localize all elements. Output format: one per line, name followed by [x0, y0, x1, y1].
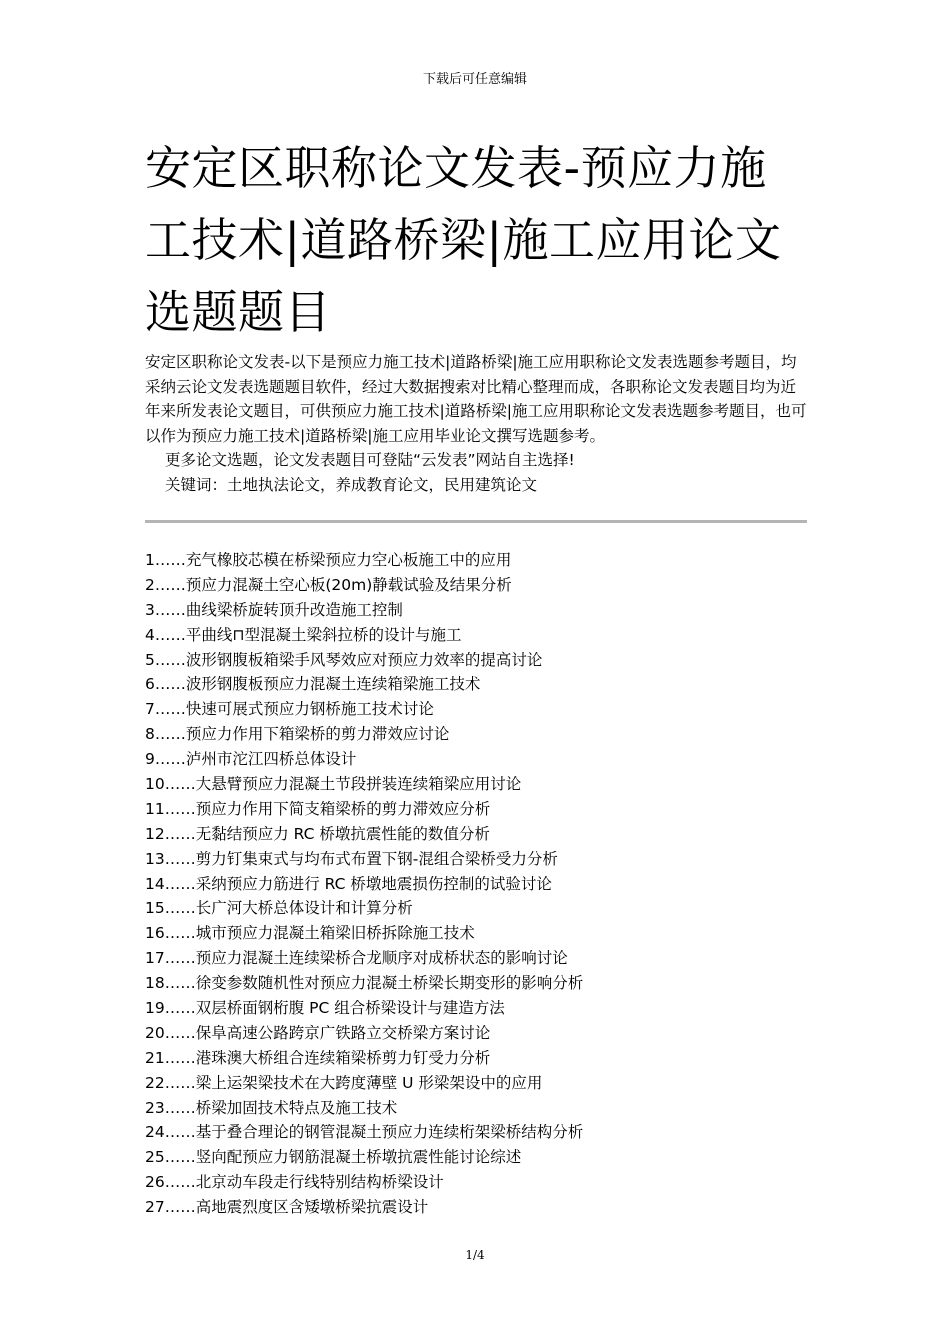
- topic-item: 21……港珠澳大桥组合连续箱梁桥剪力钉受力分析: [145, 1048, 491, 1067]
- topic-item: 4……平曲线⊓型混凝土梁斜拉桥的设计与施工: [145, 625, 462, 644]
- topic-item: 1……充气橡胶芯模在桥梁预应力空心板施工中的应用: [145, 551, 512, 569]
- topic-item: 9……泸州市沱江四桥总体设计: [145, 750, 357, 769]
- topic-item: 27……高地震烈度区含矮墩桥梁抗震设计: [145, 1198, 429, 1217]
- topic-item: 22……梁上运架梁技术在大跨度薄壁 U 形梁架设中的应用: [145, 1073, 543, 1092]
- topic-item: 6……波形钢腹板预应力混凝土连续箱梁施工技术: [145, 675, 481, 694]
- keywords-line: 关键词：土地执法论文，养成教育论文，民用建筑论文: [165, 476, 538, 494]
- topic-item: 18……徐变参数随机性对预应力混凝土桥梁长期变形的影响分析: [145, 974, 584, 993]
- topic-item: 26……北京动车段走行线特别结构桥梁设计: [145, 1173, 444, 1192]
- topic-item: 17……预应力混凝土连续梁桥合龙顺序对成桥状态的影响讨论: [145, 949, 568, 968]
- topic-item: 5……波形钢腹板箱梁手风琴效应对预应力效率的提高讨论: [145, 650, 543, 669]
- document-title: 安定区职称论文发表-预应力施工技术|道路桥梁|施工应用论文选题题目: [145, 141, 782, 339]
- topic-item: 15……长广河大桥总体设计和计算分析: [145, 899, 413, 918]
- intro-paragraph: 安定区职称论文发表-以下是预应力施工技术|道路桥梁|施工应用职称论文发表选题参考题目，均采纳云论文发表选题题目软件，经过大数据搜索对比精心整理而成，各职称论文发表题目均为近年来所发表论文题目，可供预应力施工技术|道路桥梁|施工应用职称论文发表选题参考题目，也可以作为预应力施工技术|道路桥梁|施工应用毕业论文撰写选题参考。: [145, 353, 807, 445]
- topic-item: 23……桥梁加固技术特点及施工技术: [145, 1098, 398, 1117]
- topic-item: 12……无黏结预应力 RC 桥墩抗震性能的数值分析: [145, 824, 490, 843]
- page-number: 1/4: [465, 1248, 485, 1262]
- topic-item: 20……保阜高速公路跨京广铁路立交桥梁方案讨论: [145, 1023, 491, 1042]
- topic-item: 7……快速可展式预应力钢桥施工技术讨论: [145, 700, 434, 719]
- topic-item: 11……预应力作用下简支箱梁桥的剪力滞效应分析: [145, 799, 491, 818]
- section-divider: [145, 520, 807, 523]
- topic-item: 3……曲线梁桥旋转顶升改造施工控制: [145, 600, 403, 619]
- topic-item: 2……预应力混凝土空心板(20m)静载试验及结果分析: [145, 575, 512, 594]
- topic-item: 8……预应力作用下箱梁桥的剪力滞效应讨论: [145, 725, 450, 744]
- topic-item: 10……大悬臂预应力混凝土节段拼装连续箱梁应用讨论: [145, 775, 522, 794]
- topic-item: 24……基于叠合理论的钢管混凝土预应力连续桁架梁桥结构分析: [145, 1123, 584, 1142]
- topic-item: 16……城市预应力混凝土箱梁旧桥拆除施工技术: [145, 924, 475, 943]
- topic-item: 13……剪力钉集束式与均布式布置下钢-混组合梁桥受力分析: [145, 849, 558, 868]
- topic-item: 19……双层桥面钢桁腹 PC 组合桥梁设计与建造方法: [145, 999, 505, 1018]
- header-note: 下载后可任意编辑: [422, 72, 527, 87]
- topic-item: 14……采纳预应力筋进行 RC 桥墩地震损伤控制的试验讨论: [145, 874, 552, 893]
- topic-list: [145, 548, 810, 1220]
- topic-item: 25……竖向配预应力钢筋混凝土桥墩抗震性能讨论综述: [145, 1148, 522, 1167]
- more-topics-line: 更多论文选题，论文发表题目可登陆“云发表”网站自主选择!: [165, 451, 575, 469]
